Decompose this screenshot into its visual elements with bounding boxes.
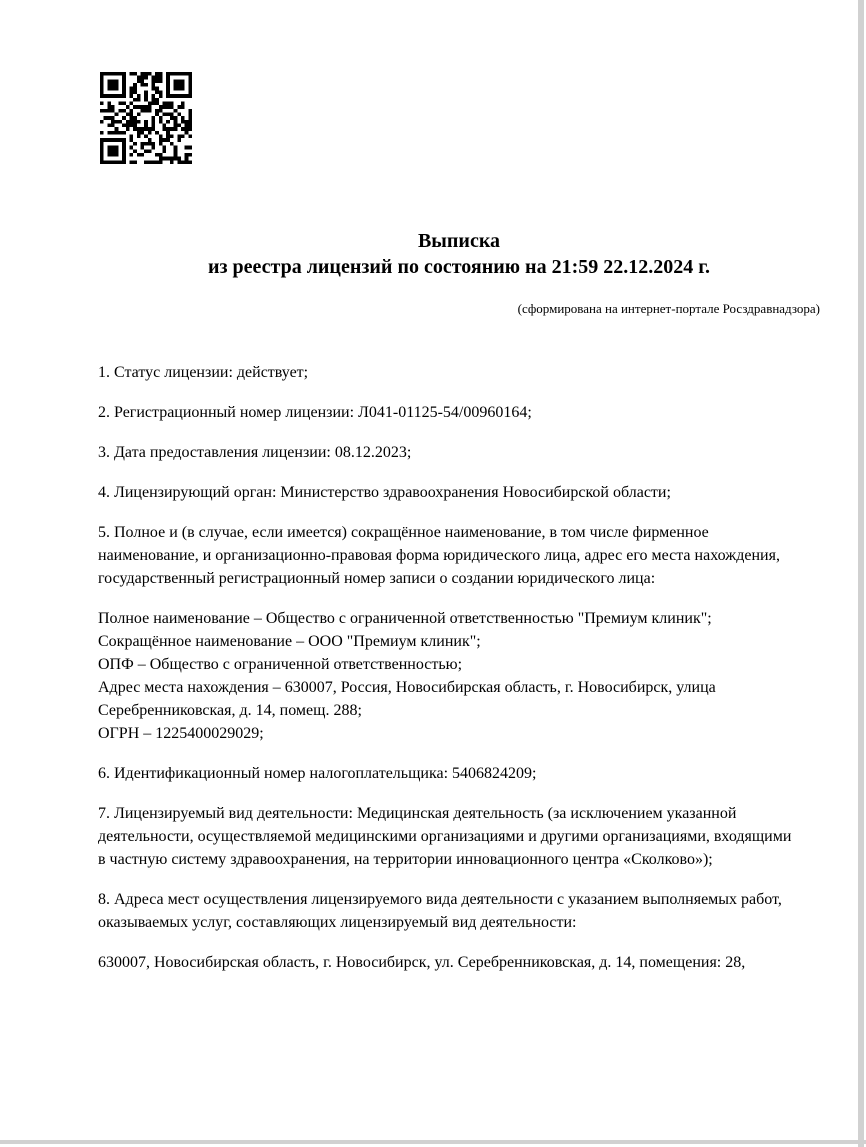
paragraph-line: 6. Идентификационный номер налогоплательщика: 5406824209;	[98, 765, 537, 782]
scrollbar-vertical-track[interactable]	[858, 0, 864, 1147]
paragraph-9	[98, 888, 794, 934]
paragraph-8	[98, 802, 794, 871]
paragraph-line: 8. Адреса мест осуществления лицензируемого вида деятельности с указанием выполняемых работ, оказываемых услуг, составляющих лицензируемый вид деятельности:	[98, 891, 782, 931]
paragraph-7	[98, 762, 794, 785]
paragraph-4	[98, 481, 794, 504]
paragraph-line: 5. Полное и (в случае, если имеется) сокращённое наименование, в том числе фирменное наименование, и организационно-правовая форма юридического лица, адрес его места нахождения, государственный регистрационный номер записи о создании юридического лица:	[98, 524, 780, 587]
paragraph-line: Полное наименование – Общество с ограниченной ответственностью "Премиум клиник";	[98, 610, 712, 627]
paragraph-10	[98, 951, 794, 974]
title-line-1: Выписка	[417, 230, 501, 252]
paragraph-2	[98, 401, 794, 424]
paragraph-1	[98, 361, 794, 384]
document-body	[98, 361, 794, 991]
paragraph-line: Адрес места нахождения – 630007, Россия, Новосибирская область, г. Новосибирск, улица Серебренниковская, д. 14, помещ. 288;	[98, 679, 716, 719]
qr-code-image	[100, 72, 192, 164]
scrollbar-horizontal-track[interactable]	[0, 1140, 866, 1144]
paragraph-line: 630007, Новосибирская область, г. Новосибирск, ул. Серебренниковская, д. 14, помещения: 28,	[98, 954, 746, 971]
paragraph-6	[98, 607, 794, 745]
paragraph-line: ОПФ – Общество с ограниченной ответственностью;	[98, 656, 463, 673]
paragraph-5	[98, 521, 794, 590]
paragraph-line: 2. Регистрационный номер лицензии: Л041-01125-54/00960164;	[98, 404, 532, 421]
qr-code-icon	[100, 72, 192, 164]
title-line-2: из реестра лицензий по состоянию на 21:59 22.12.2024 г.	[207, 256, 711, 278]
paragraph-3	[98, 441, 794, 464]
document-title	[98, 228, 820, 280]
paragraph-line: Сокращённое наименование – ООО "Премиум клиник";	[98, 633, 481, 650]
paragraph-line: 7. Лицензируемый вид деятельности: Медицинская деятельность (за исключением указанной деятельности, осуществляемой медицинскими организациями и другими организациями, входящими в частную систему здравоохранения, на территории инновационного центра «Сколково»);	[98, 805, 792, 868]
paragraph-line: ОГРН – 1225400029029;	[98, 725, 264, 742]
paragraph-line: 3. Дата предоставления лицензии: 08.12.2023;	[98, 444, 412, 461]
document-subtitle: (сформирована на интернет-портале Росздравнадзора)	[517, 301, 820, 316]
paragraph-line: 4. Лицензирующий орган: Министерство здравоохранения Новосибирской области;	[98, 484, 671, 501]
paragraph-line: 1. Статус лицензии: действует;	[98, 364, 309, 381]
